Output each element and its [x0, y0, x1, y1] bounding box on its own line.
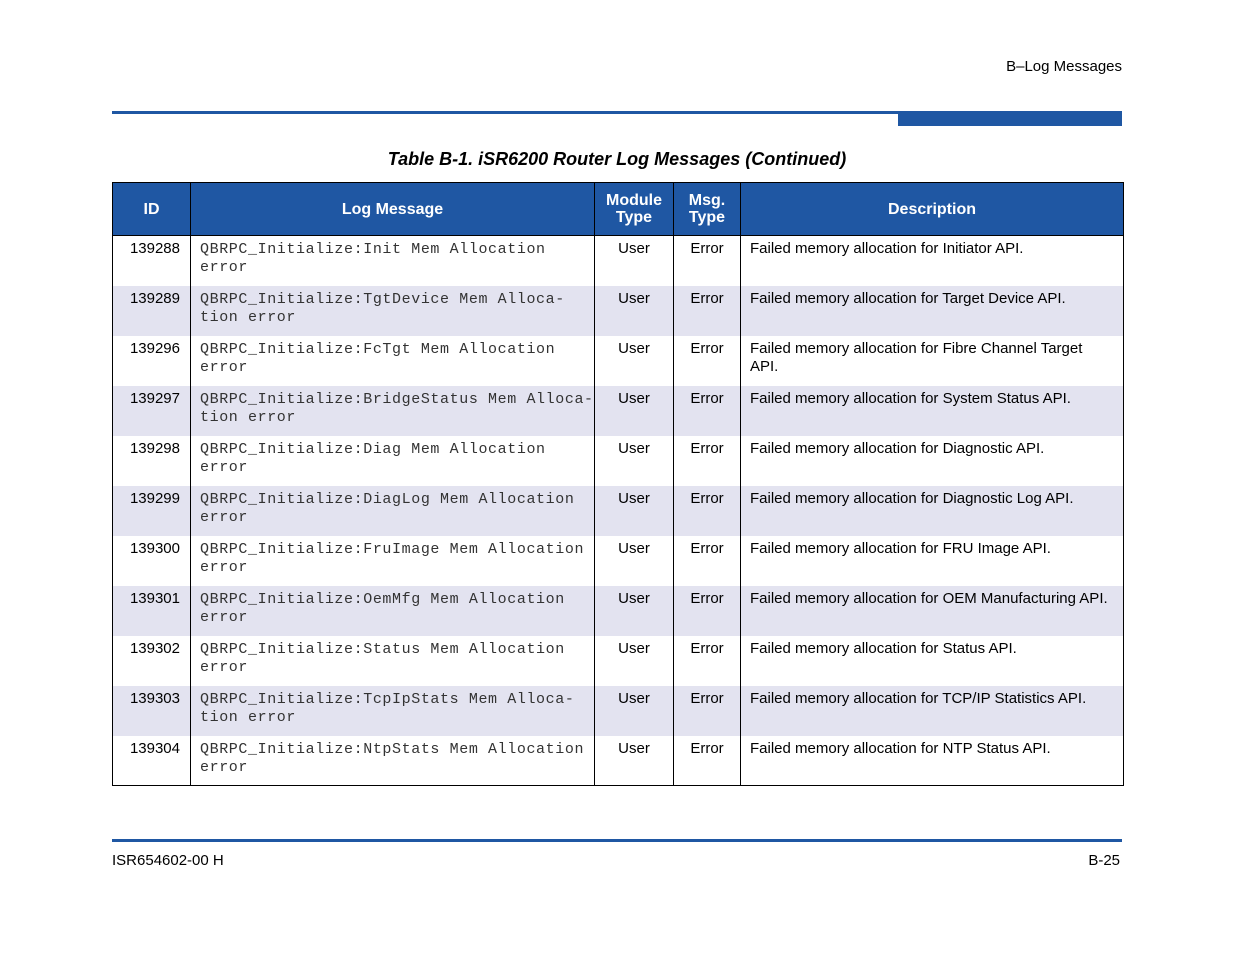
cell-description: Failed memory allocation for NTP Status API.	[741, 736, 1124, 786]
doc-number: ISR654602-00 H	[112, 852, 224, 869]
col-header-log-message: Log Message	[191, 183, 595, 236]
cell-log-message: QBRPC_Initialize:NtpStats Mem Allocation error	[191, 736, 595, 786]
col-header-module-line2: Type	[615, 209, 653, 226]
log-messages-table	[112, 182, 1124, 786]
cell-log-message: QBRPC_Initialize:FruImage Mem Allocation error	[191, 536, 595, 586]
col-header-msg-line1: Msg.	[688, 192, 726, 209]
cell-module-type: User	[595, 536, 674, 586]
cell-msg-type: Error	[674, 386, 741, 436]
page-number: B-25	[1088, 852, 1120, 869]
cell-description: Failed memory allocation for Initiator API.	[741, 236, 1124, 286]
cell-log-message: QBRPC_Initialize:DiagLog Mem Allocation error	[191, 486, 595, 536]
table-row	[113, 386, 1124, 436]
cell-module-type: User	[595, 336, 674, 386]
cell-msg-type: Error	[674, 436, 741, 486]
cell-id: 139300	[113, 536, 191, 586]
cell-module-type: User	[595, 736, 674, 786]
cell-module-type: User	[595, 436, 674, 486]
cell-log-message: QBRPC_Initialize:TgtDevice Mem Alloca- tion error	[191, 286, 595, 336]
cell-msg-type: Error	[674, 536, 741, 586]
cell-description: Failed memory allocation for Diagnostic Log API.	[741, 486, 1124, 536]
col-header-module-line1: Module	[606, 192, 662, 209]
cell-description: Failed memory allocation for OEM Manufacturing API.	[741, 586, 1124, 636]
cell-msg-type: Error	[674, 336, 741, 386]
cell-log-message: QBRPC_Initialize:BridgeStatus Mem Alloca- tion error	[191, 386, 595, 436]
cell-log-message: QBRPC_Initialize:Status Mem Allocation error	[191, 636, 595, 686]
top-rule	[112, 111, 898, 114]
cell-description: Failed memory allocation for Diagnostic API.	[741, 436, 1124, 486]
cell-msg-type: Error	[674, 486, 741, 536]
col-header-msg-line2: Type	[688, 209, 726, 226]
cell-description: Failed memory allocation for TCP/IP Statistics API.	[741, 686, 1124, 736]
cell-msg-type: Error	[674, 236, 741, 286]
cell-module-type: User	[595, 486, 674, 536]
table-header-row	[113, 183, 1124, 236]
cell-description: Failed memory allocation for Target Device API.	[741, 286, 1124, 336]
cell-id: 139288	[113, 236, 191, 286]
cell-description: Failed memory allocation for System Status API.	[741, 386, 1124, 436]
cell-id: 139299	[113, 486, 191, 536]
cell-msg-type: Error	[674, 586, 741, 636]
cell-log-message: QBRPC_Initialize:TcpIpStats Mem Alloca- tion error	[191, 686, 595, 736]
table-row	[113, 236, 1124, 286]
cell-module-type: User	[595, 586, 674, 636]
cell-id: 139297	[113, 386, 191, 436]
cell-description: Failed memory allocation for Fibre Channel Target API.	[741, 336, 1124, 386]
cell-id: 139289	[113, 286, 191, 336]
cell-id: 139301	[113, 586, 191, 636]
cell-log-message: QBRPC_Initialize:Diag Mem Allocation error	[191, 436, 595, 486]
cell-module-type: User	[595, 636, 674, 686]
cell-log-message: QBRPC_Initialize:Init Mem Allocation error	[191, 236, 595, 286]
col-header-description: Description	[741, 183, 1124, 236]
cell-module-type: User	[595, 686, 674, 736]
col-header-msg-type	[674, 183, 741, 236]
table-row	[113, 436, 1124, 486]
col-header-id: ID	[113, 183, 191, 236]
cell-msg-type: Error	[674, 686, 741, 736]
cell-id: 139304	[113, 736, 191, 786]
cell-id: 139298	[113, 436, 191, 486]
cell-module-type: User	[595, 286, 674, 336]
table-row	[113, 486, 1124, 536]
table-row	[113, 536, 1124, 586]
cell-module-type: User	[595, 236, 674, 286]
table-row	[113, 336, 1124, 386]
cell-description: Failed memory allocation for FRU Image API.	[741, 536, 1124, 586]
bottom-rule	[112, 839, 1122, 842]
cell-log-message: QBRPC_Initialize:OemMfg Mem Allocation error	[191, 586, 595, 636]
table-row	[113, 286, 1124, 336]
cell-log-message: QBRPC_Initialize:FcTgt Mem Allocation error	[191, 336, 595, 386]
cell-id: 139296	[113, 336, 191, 386]
table-row	[113, 586, 1124, 636]
running-head: B–Log Messages	[1006, 58, 1122, 75]
top-accent-block	[898, 111, 1122, 126]
cell-id: 139303	[113, 686, 191, 736]
table-row	[113, 736, 1124, 786]
cell-id: 139302	[113, 636, 191, 686]
table-row	[113, 636, 1124, 686]
cell-msg-type: Error	[674, 636, 741, 686]
table-title: Table B-1. iSR6200 Router Log Messages (Continued)	[387, 149, 847, 169]
cell-module-type: User	[595, 386, 674, 436]
cell-msg-type: Error	[674, 736, 741, 786]
col-header-module-type	[595, 183, 674, 236]
table-row	[113, 686, 1124, 736]
cell-description: Failed memory allocation for Status API.	[741, 636, 1124, 686]
cell-msg-type: Error	[674, 286, 741, 336]
